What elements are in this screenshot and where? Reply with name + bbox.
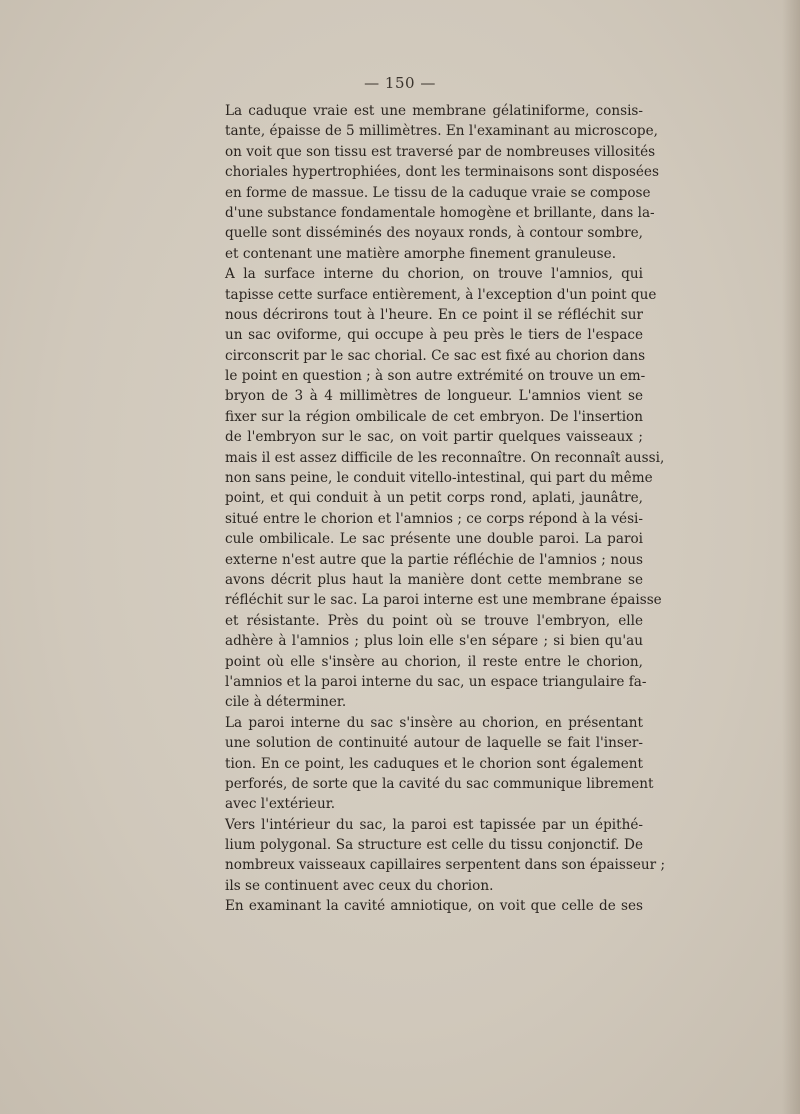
text-line: d'une substance fondamentale homogène et brillante, dans la- <box>225 204 655 221</box>
text-line: adhère à l'amnios ; plus loin elle s'en sépare ; si bien qu'au <box>225 633 643 650</box>
text-line: En examinant la cavité amniotique, on voit que celle de ses <box>225 898 643 915</box>
text-line: tante, épaisse de 5 millimètres. En l'examinant au microscope, <box>225 123 658 140</box>
text-line: en forme de massue. Le tissu de la caduque vraie se compose <box>225 184 651 201</box>
text-line: cule ombilicale. Le sac présente une double paroi. La paroi <box>225 531 643 548</box>
text-line: perforés, de sorte que la cavité du sac communique librement <box>225 775 654 792</box>
text-line: nombreux vaisseaux capillaires serpentent dans son épaisseur ; <box>225 857 666 874</box>
text-line: nous décrirons tout à l'heure. En ce point il se réfléchit sur <box>225 306 643 323</box>
text-line: une solution de continuité autour de laquelle se fait l'inser- <box>225 735 643 752</box>
text-line: et résistante. Près du point où se trouve l'embryon, elle <box>225 612 643 629</box>
text-line: A la surface interne du chorion, on trouve l'amnios, qui <box>225 266 643 283</box>
body-text <box>225 101 666 917</box>
text-line: de l'embryon sur le sac, on voit partir quelques vaisseaux ; <box>225 429 643 446</box>
text-line: La caduque vraie est une membrane gélatiniforme, consis- <box>225 103 643 119</box>
text-line: externe n'est autre que la partie réfléchie de l'amnios ; nous <box>225 551 643 568</box>
page-edge-shadow <box>782 0 800 1114</box>
text-line: tion. En ce point, les caduques et le chorion sont également <box>225 755 643 772</box>
text-line: non sans peine, le conduit vitello-intestinal, qui part du même <box>225 470 653 487</box>
text-line: ils se continuent avec ceux du chorion. <box>225 877 494 894</box>
text-line: point, et qui conduit à un petit corps rond, aplati, jaunâtre, <box>225 490 643 507</box>
text-line: point où elle s'insère au chorion, il reste entre le chorion, <box>225 653 643 670</box>
text-line: le point en question ; à son autre extrémité on trouve un em- <box>225 368 646 385</box>
text-line: bryon de 3 à 4 millimètres de longueur. L'amnios vient se <box>225 388 643 405</box>
text-line: fixer sur la région ombilicale de cet embryon. De l'insertion <box>225 408 643 425</box>
text-line: et contenant une matière amorphe finement granuleuse. <box>225 245 617 262</box>
text-line: tapisse cette surface entièrement, à l'exception d'un point que <box>225 286 657 303</box>
page-number: — 150 — <box>364 74 436 92</box>
text-line: on voit que son tissu est traversé par de nombreuses villosités <box>225 143 656 160</box>
text-line: un sac oviforme, qui occupe à peu près le tiers de l'espace <box>225 327 643 344</box>
text-line: quelle sont disséminés des noyaux ronds, à contour sombre, <box>225 225 643 242</box>
text-line: lium polygonal. Sa structure est celle du tissu conjonctif. De <box>225 837 643 854</box>
text-line: La paroi interne du sac s'insère au chorion, en présentant <box>225 714 643 731</box>
text-line: circonscrit par le sac chorial. Ce sac est fixé au chorion dans <box>225 347 646 364</box>
text-line: réfléchit sur le sac. La paroi interne est une membrane épaisse <box>225 592 662 609</box>
text-line: Vers l'intérieur du sac, la paroi est tapissée par un épithé- <box>225 816 643 833</box>
text-line: avons décrit plus haut la manière dont cette membrane se <box>225 571 643 588</box>
text-line: l'amnios et la paroi interne du sac, un espace triangulaire fa- <box>225 673 647 690</box>
text-line: avec l'extérieur. <box>225 796 336 813</box>
text-line: situé entre le chorion et l'amnios ; ce corps répond à la vési- <box>225 510 643 527</box>
text-line: choriales hypertrophiées, dont les terminaisons sont disposées <box>225 164 659 181</box>
text-line: cile à déterminer. <box>225 694 347 711</box>
text-line: mais il est assez difficile de les reconnaître. On reconnaît aussi, <box>225 449 665 466</box>
